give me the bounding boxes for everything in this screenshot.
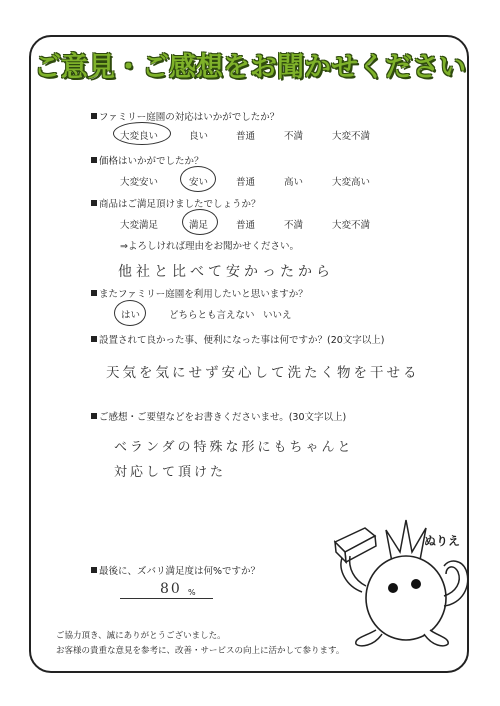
question-4	[91, 286, 308, 300]
feedback-note: お客様の貴重な意見を参考に、改善・サービスの向上に活かして参ります。	[56, 646, 345, 656]
q4-option-2[interactable]: どちらとも言えない	[169, 310, 255, 321]
q1-option-2[interactable]: 良い	[189, 131, 209, 142]
question-2-label: 価格はいかがでしたか？	[99, 156, 204, 167]
selected-answer-circle	[182, 209, 218, 235]
mascot-illustration	[320, 500, 470, 664]
percent-unit: %	[188, 588, 196, 597]
square-bullet-icon	[91, 157, 97, 163]
question-3	[91, 196, 261, 210]
question-4-label: またファミリー庭園を利用したいと思いますか？	[99, 289, 308, 300]
square-bullet-icon	[91, 336, 97, 342]
square-bullet-icon	[91, 113, 97, 119]
q3-option-5[interactable]: 大変不満	[332, 220, 371, 231]
q1-option-1[interactable]: 大変良い	[120, 131, 159, 142]
selected-answer-circle	[114, 300, 146, 326]
q2-option-4[interactable]: 高い	[284, 177, 304, 188]
question-7	[91, 563, 260, 577]
question-2	[91, 153, 204, 167]
q2-option-3[interactable]: 普通	[236, 177, 256, 188]
square-bullet-icon	[91, 290, 97, 296]
q4-option-1[interactable]: はい	[121, 310, 141, 321]
q3-option-2[interactable]: 満足	[189, 220, 209, 231]
q3-option-3[interactable]: 普通	[236, 220, 256, 231]
form-title: ご意見・ご感想をお聞かせください	[34, 52, 466, 83]
percent-answer-underline	[120, 598, 213, 599]
question-5-label: 設置されて良かった事、便利になった事は何ですか？(20文字以上)	[99, 335, 385, 346]
satisfaction-percent-value[interactable]: 80	[160, 581, 182, 597]
question-6-label: ご感想・ご要望などをお書きくださいませ。(30文字以上)	[99, 412, 347, 423]
question-5	[91, 332, 385, 346]
q2-option-1[interactable]: 大変安い	[120, 177, 159, 188]
square-bullet-icon	[91, 413, 97, 419]
q2-option-5[interactable]: 大変高い	[332, 177, 371, 188]
mascot-drawing	[320, 500, 470, 660]
q1-option-5[interactable]: 大変不満	[332, 131, 371, 142]
q5-handwritten-answer[interactable]: 天気を気にせず安心して洗たく物を干せる	[106, 365, 420, 381]
q2-option-2[interactable]: 安い	[189, 177, 209, 188]
q3-option-1[interactable]: 大変満足	[120, 220, 159, 231]
q3-option-4[interactable]: 不満	[284, 220, 304, 231]
question-7-label: 最後に、ズバリ満足度は何%ですか？	[99, 566, 261, 577]
square-bullet-icon	[91, 200, 97, 206]
q6-handwritten-answer-line-2[interactable]: 対応して頂けた	[114, 465, 227, 480]
mascot-caption: ぬりえ	[424, 534, 461, 548]
question-3-label: 商品はご満足頂けましたでしょうか？	[99, 199, 261, 210]
selected-answer-circle	[180, 166, 216, 192]
question-1	[91, 109, 279, 123]
q4-option-3[interactable]: いいえ	[263, 310, 292, 321]
selected-answer-circle	[113, 122, 171, 145]
q1-option-3[interactable]: 普通	[236, 131, 256, 142]
q3-handwritten-answer[interactable]: 他社と比べて安かったから	[118, 264, 334, 280]
q1-option-4[interactable]: 不満	[284, 131, 304, 142]
question-1-label: ファミリー庭園の対応はいかがでしたか？	[99, 112, 280, 123]
q3-followup-prompt: ⇒よろしければ理由をお聞かせください。	[120, 241, 299, 252]
thank-you-note: ご協力頂き、誠にありがとうございました。	[56, 631, 226, 641]
square-bullet-icon	[91, 567, 97, 573]
brick-icon	[335, 528, 376, 562]
q6-handwritten-answer-line-1[interactable]: ベランダの特殊な形にもちゃんと	[114, 440, 354, 455]
question-6	[91, 409, 346, 423]
